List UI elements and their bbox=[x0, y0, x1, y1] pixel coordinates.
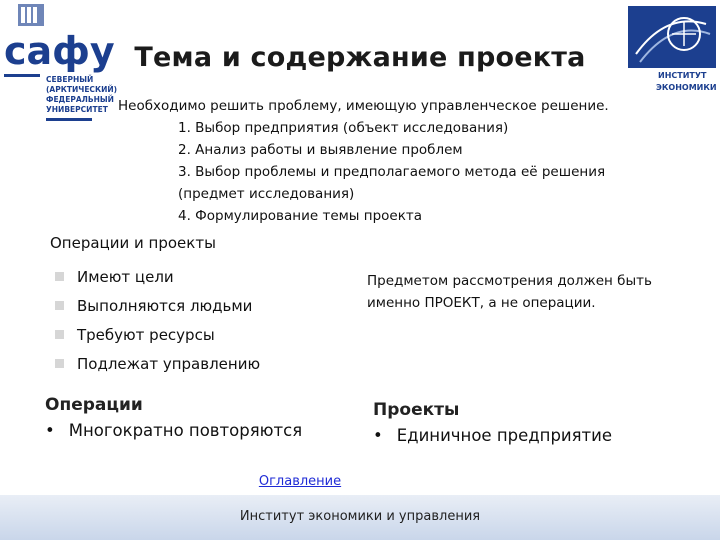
projects-item bbox=[373, 426, 612, 445]
projects-item-label: Единичное предприятие bbox=[396, 426, 613, 445]
square-bullet-icon bbox=[55, 330, 64, 339]
footer-text: Институт экономики и управления bbox=[239, 509, 481, 524]
list-item bbox=[55, 291, 260, 320]
steps-list bbox=[178, 117, 648, 227]
bullet-dot-icon: • bbox=[373, 426, 383, 445]
bullet-dot-icon: • bbox=[45, 421, 55, 440]
square-bullet-icon bbox=[55, 359, 64, 368]
list-item bbox=[55, 349, 260, 378]
svg-text:СЕВЕРНЫЙ (АРКТИЧЕСКИЙ): СЕВЕРНЫЙ (АРКТИЧЕСКИЙ) ФЕДЕРАЛЬНЫЙ УНИВЕРСИТЕТ bbox=[46, 75, 118, 114]
slide-title: Тема и содержание проекта bbox=[134, 42, 586, 73]
projects-block bbox=[373, 400, 612, 445]
footer-bar bbox=[0, 495, 720, 540]
step-item: 2. Анализ работы и выявление проблем bbox=[178, 142, 463, 158]
operations-heading: Операции bbox=[45, 395, 143, 415]
svg-text:ЭКОНОМИКИ: ЭКОНОМИКИ bbox=[656, 83, 717, 92]
list-item bbox=[55, 262, 260, 291]
list-item-label: Имеют цели bbox=[77, 267, 174, 286]
operations-projects-heading: Операции и проекты bbox=[50, 234, 216, 252]
square-bullet-icon bbox=[55, 301, 64, 310]
projects-heading: Проекты bbox=[373, 400, 460, 420]
contents-link[interactable]: Оглавление bbox=[258, 474, 342, 489]
project-note: Предметом рассмотрения должен быть именно ПРОЕКТ, а не операции. bbox=[367, 273, 652, 311]
list-item-label: Требуют ресурсы bbox=[77, 325, 215, 344]
intro-text: Необходимо решить проблему, имеющую управленческое решение. bbox=[118, 98, 609, 114]
step-item: (предмет исследования) bbox=[178, 186, 355, 202]
square-bullet-icon bbox=[55, 272, 64, 281]
step-item: 4. Формулирование темы проекта bbox=[178, 208, 423, 224]
step-item: 3. Выбор проблемы и предполагаемого метода её решения bbox=[178, 164, 606, 180]
svg-text:ИНСТИТУТ: ИНСТИТУТ bbox=[658, 71, 707, 80]
svg-text:сафу: сафу bbox=[4, 29, 115, 73]
step-item: 1. Выбор предприятия (объект исследования) bbox=[178, 120, 509, 136]
operations-item-label: Многократно повторяются bbox=[68, 421, 303, 440]
operations-block bbox=[45, 395, 302, 440]
list-item bbox=[55, 320, 260, 349]
list-item-label: Выполняются людьми bbox=[77, 296, 253, 315]
list-item-label: Подлежат управлению bbox=[77, 354, 261, 373]
operations-item bbox=[45, 421, 302, 440]
bullet-list bbox=[55, 262, 260, 378]
